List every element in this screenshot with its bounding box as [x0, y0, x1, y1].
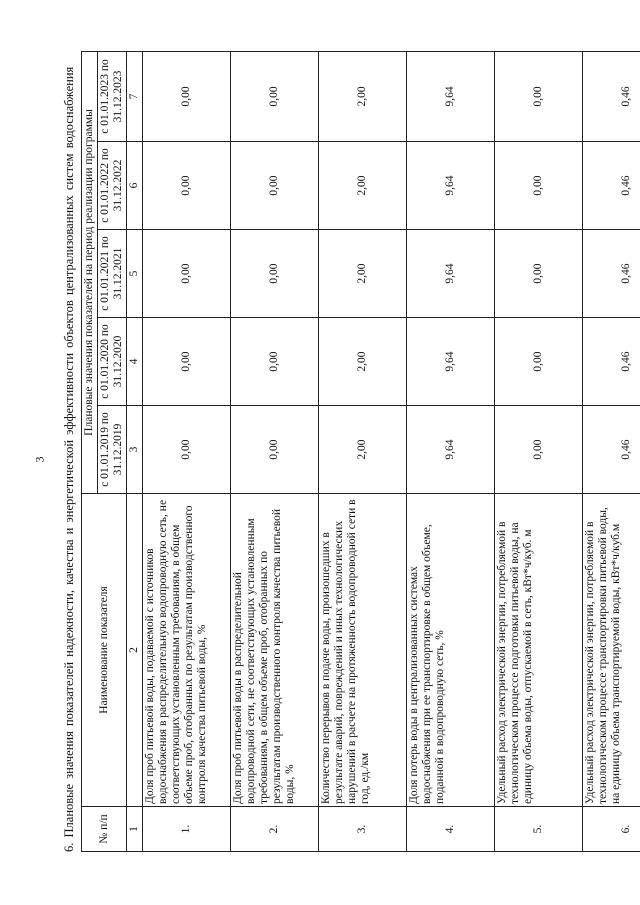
column-number: 7 [127, 51, 143, 141]
value-cell: 9,64 [407, 318, 495, 406]
column-number: 1 [127, 807, 143, 852]
value-cell: 0,00 [143, 230, 231, 318]
table-row [143, 51, 231, 851]
value-cell: 0,00 [231, 142, 319, 230]
value-cell: 9,64 [407, 406, 495, 494]
value-cell: 0,00 [231, 406, 319, 494]
value-cell: 0,46 [583, 230, 640, 318]
table-row [583, 51, 640, 851]
value-cell: 0,00 [143, 318, 231, 406]
header-period: с 01.01.2021 по 31.12.2021 [98, 230, 127, 318]
column-number: 6 [127, 142, 143, 230]
value-cell: 0,46 [583, 51, 640, 141]
value-cell: 0,00 [495, 230, 583, 318]
header-period: с 01.01.2022 по 31.12.2022 [98, 142, 127, 230]
row-number: 6. [583, 807, 640, 852]
value-cell: 0,00 [143, 406, 231, 494]
indicator-name: Доля проб питьевой воды, подаваемой с источников водоснабжения в распределительную водопроводную сеть, не соответствующих установленным требованиям, в общем объеме проб, отобранных по результатам производственного контроля качества питьевой воды, % [143, 494, 231, 807]
value-cell: 0,00 [231, 51, 319, 141]
value-cell: 2,00 [319, 318, 407, 406]
row-number: 1. [143, 807, 231, 852]
indicator-name: Количество перерывов в подаче воды, произошедших в результате аварий, повреждений и иных технологических нарушений в расчете на протяженность водопроводной сети в год, ед./км [319, 494, 407, 807]
table-row [495, 51, 583, 851]
table-row [231, 51, 319, 851]
value-cell: 0,00 [495, 142, 583, 230]
value-cell: 0,00 [231, 318, 319, 406]
header-group: Плановые значения показателей на период реализации программы [82, 51, 98, 493]
header-num: № п/п [82, 807, 127, 852]
column-number: 4 [127, 318, 143, 406]
row-number: 2. [231, 807, 319, 852]
row-number: 5. [495, 807, 583, 852]
rotated-page-content [60, 52, 632, 852]
value-cell: 2,00 [319, 51, 407, 141]
indicator-name: Доля потерь воды в централизованных системах водоснабжения при ее транспортировке в общем объеме, поданной в водопроводную сеть, % [407, 494, 495, 807]
value-cell: 0,46 [583, 406, 640, 494]
row-number: 3. [319, 807, 407, 852]
section-heading: 6. Плановые значения показателей надежности, качества и энергетической эффективности объектов централизованных систем водоснабжения [62, 66, 76, 852]
value-cell: 0,00 [495, 318, 583, 406]
value-cell: 0,46 [583, 142, 640, 230]
indicator-name: Удельный расход электрической энергии, потребляемой в технологическом процессе транспортировки питьевой воды, на единицу объема транспортируемой воды, кВт*ч/куб.м [583, 494, 640, 807]
header-period: с 01.01.2020 по 31.12.2020 [98, 318, 127, 406]
value-cell: 9,64 [407, 230, 495, 318]
header-period: с 01.01.2019 по 31.12.2019 [98, 406, 127, 494]
value-cell: 9,64 [407, 142, 495, 230]
row-number: 4. [407, 807, 495, 852]
value-cell: 0,00 [495, 51, 583, 141]
table-row [407, 51, 495, 851]
value-cell: 2,00 [319, 230, 407, 318]
value-cell: 0,46 [583, 318, 640, 406]
value-cell: 0,00 [143, 142, 231, 230]
column-number: 3 [127, 406, 143, 494]
value-cell: 0,00 [143, 51, 231, 141]
table-row [319, 51, 407, 851]
value-cell: 2,00 [319, 142, 407, 230]
value-cell: 2,00 [319, 406, 407, 494]
column-number: 2 [127, 494, 143, 807]
value-cell: 0,00 [495, 406, 583, 494]
indicators-table [81, 51, 640, 852]
indicator-name: Доля проб питьевой воды в распределительной водопроводной сети, не соответствующих установленным требованиям, в общем объеме проб, отобранных по результатам производственного контроля качества питьевой воды, % [231, 494, 319, 807]
column-number: 5 [127, 230, 143, 318]
header-name: Наименование показателя [82, 494, 127, 807]
value-cell: 9,64 [407, 51, 495, 141]
indicator-name: Удельный расход электрической энергии, потребляемой в технологическом процессе подготовки питьевой воды, на единицу объема воды, отпускаемой в сеть, кВт*ч/куб. м [495, 494, 583, 807]
page-number: 3 [32, 456, 47, 463]
header-period: с 01.01.2023 по 31.12.2023 [98, 51, 127, 141]
value-cell: 0,00 [231, 230, 319, 318]
